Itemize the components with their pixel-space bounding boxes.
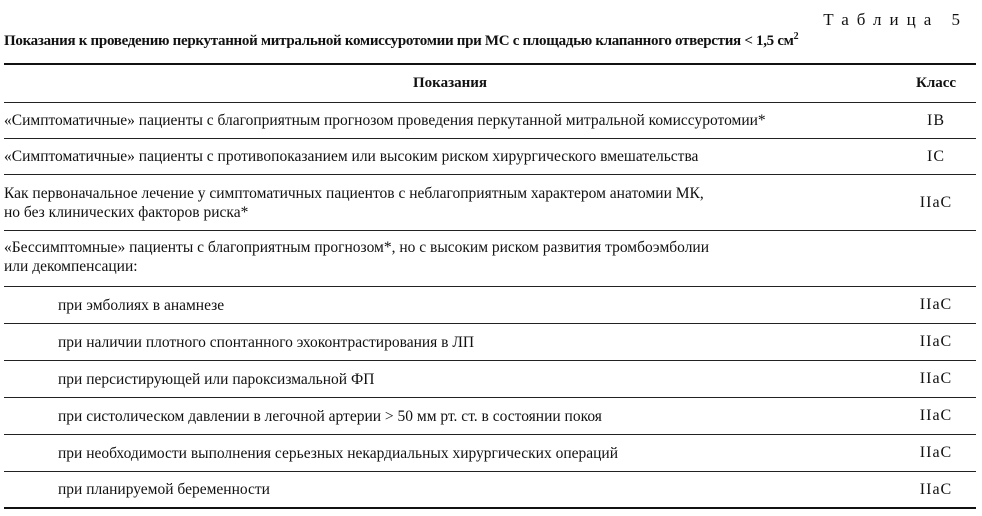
table-row — [4, 139, 976, 175]
indication-text: при персистирующей или пароксизмальной ФП — [58, 370, 375, 388]
indication-text: при наличии плотного спонтанного эхоконтрастирования в ЛП — [58, 333, 475, 351]
table-row — [4, 324, 976, 361]
indication-text: при эмболиях в анамнезе — [58, 296, 225, 314]
caption-superscript: 2 — [793, 31, 799, 42]
row-indication — [4, 296, 896, 315]
caption-text: Показания к проведению перкутанной митральной комиссуротомии при МС с площадью клапанного отверстия < 1,5 см — [4, 33, 794, 49]
header-indications: Показания — [412, 75, 487, 91]
row-indication — [4, 147, 896, 166]
table-header-row — [4, 63, 976, 103]
table-number: Таблица 5 — [823, 10, 968, 29]
table-row — [4, 103, 976, 139]
table-row — [4, 398, 976, 435]
row-class: IIaC — [919, 444, 953, 461]
row-class: IIaC — [919, 407, 953, 424]
row-class: IIaC — [919, 480, 953, 498]
table-row-group-heading — [4, 231, 976, 287]
row-indication — [4, 480, 896, 499]
indication-text-line2: или декомпенсации: — [4, 258, 138, 275]
table-caption — [4, 33, 798, 50]
table-row — [4, 361, 976, 398]
table-row — [4, 472, 976, 509]
row-indication — [4, 407, 896, 426]
indication-text: при необходимости выполнения серьезных некардиальных хирургических операций — [58, 444, 619, 462]
row-class: IIaC — [919, 296, 953, 313]
indication-text: при планируемой беременности — [58, 481, 270, 498]
indication-text: при систолическом давлении в легочной артерии > 50 мм рт. ст. в состоянии покоя — [58, 407, 602, 425]
row-indication — [4, 111, 896, 130]
row-class: IIaC — [919, 333, 953, 350]
indication-text: «Симптоматичные» пациенты с противопоказанием или высоким риском хирургического вмешательства — [4, 148, 699, 165]
table-row — [4, 435, 976, 472]
header-class: Класс — [915, 75, 957, 91]
row-indication — [4, 370, 896, 389]
row-indication — [4, 333, 896, 352]
row-indication — [4, 444, 896, 463]
indication-text-line2: но без клинических факторов риска* — [4, 203, 249, 221]
indication-text-line1: «Бессимптомные» пациенты с благоприятным прогнозом*, но с высоким риском развития тромбоэмболии — [4, 239, 710, 256]
table-row — [4, 287, 976, 324]
row-indication — [4, 184, 896, 222]
indications-table — [4, 63, 976, 509]
row-class: IB — [927, 111, 945, 129]
row-indication — [4, 238, 896, 276]
indication-text-line1: Как первоначальное лечение у симптоматичных пациентов с неблагоприятным характером анатомии МК, — [4, 184, 704, 202]
indication-text: «Симптоматичные» пациенты с благоприятным прогнозом проведения перкутанной митральной комиссуротомии* — [4, 112, 766, 129]
row-class: IC — [927, 147, 945, 165]
row-class: IIaC — [919, 370, 953, 387]
table-row — [4, 175, 976, 231]
row-class: IIaC — [919, 193, 953, 211]
